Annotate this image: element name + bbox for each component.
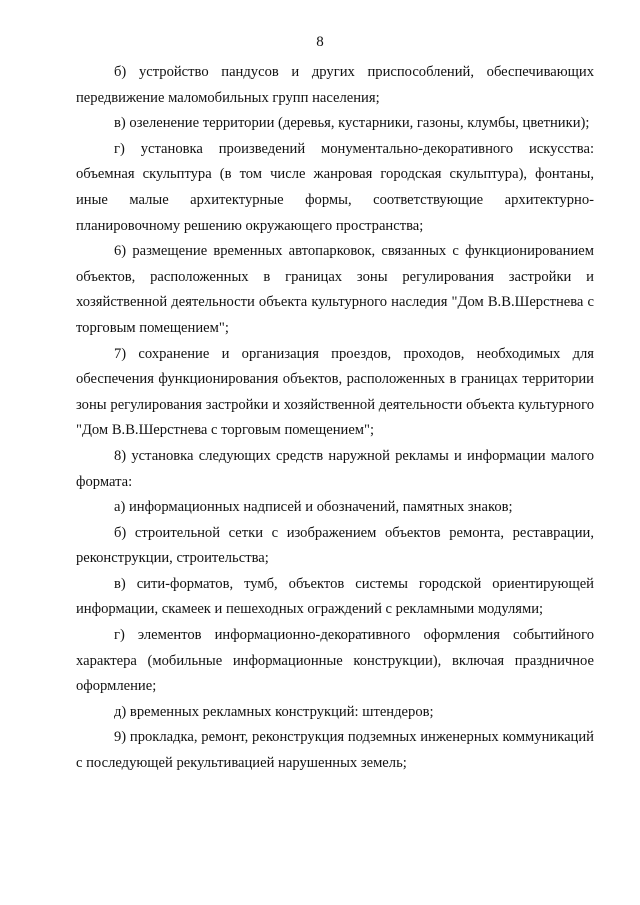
paragraph-b-ramps: б) устройство пандусов и других приспособлений, обеспечивающих передвижение маломобильных групп населения; [76,64,594,106]
paragraph-6-parking: 6) размещение временных автопарковок, связанных с функционированием объектов, расположенных в границах зоны регулирования застройки и хозяйственной деятельности объекта культурного наследия "Дом В.В.Шерстнева с торговым помещением"; [76,243,594,336]
document-body [76,60,594,777]
paragraph-a-signs: а) информационных надписей и обозначений, памятных знаков; [114,499,513,516]
paragraph-9-utilities: 9) прокладка, ремонт, реконструкция подземных инженерных коммуникаций с последующей рекультивацией нарушенных земель; [76,729,594,772]
paragraph-g-event-decor: г) элементов информационно-декоративного оформления событийного характера (мобильные информационные конструкции), включая праздничное оформление; [76,627,594,695]
paragraph-8-advertising: 8) установка следующих средств наружной рекламы и информации малого формата: [76,447,594,490]
paragraph-v-city-formats: в) сити-форматов, тумб, объектов системы городской ориентирующей информации, скамеек и пешеходных ограждений с рекламными модулями; [76,575,594,618]
paragraph-7-passages: 7) сохранение и организация проездов, проходов, необходимых для обеспечения функционирования объектов, расположенных в границах территории зоны регулирования застройки и хозяйственной деятельности объекта культурного "Дом В.В.Шерстнева с торговым помещением"; [76,345,594,439]
paragraph-g-art: г) установка произведений монументально-декоративного искусства: объемная скульптура (в том числе жанровая городская скульптура), фонтаны, иные малые архитектурные формы, соответствующие архитектурно-планировочному решению окружающего пространства; [76,140,594,234]
paragraph-d-temporary: д) временных рекламных конструкций: штендеров; [114,703,434,720]
page-number: 8 [316,34,324,50]
paragraph-v-greening: в) озеленение территории (деревья, кустарники, газоны, клумбы, цветники); [114,115,590,132]
paragraph-b-mesh: б) строительной сетки с изображением объектов ремонта, реставрации, реконструкции, строительства; [76,524,594,567]
